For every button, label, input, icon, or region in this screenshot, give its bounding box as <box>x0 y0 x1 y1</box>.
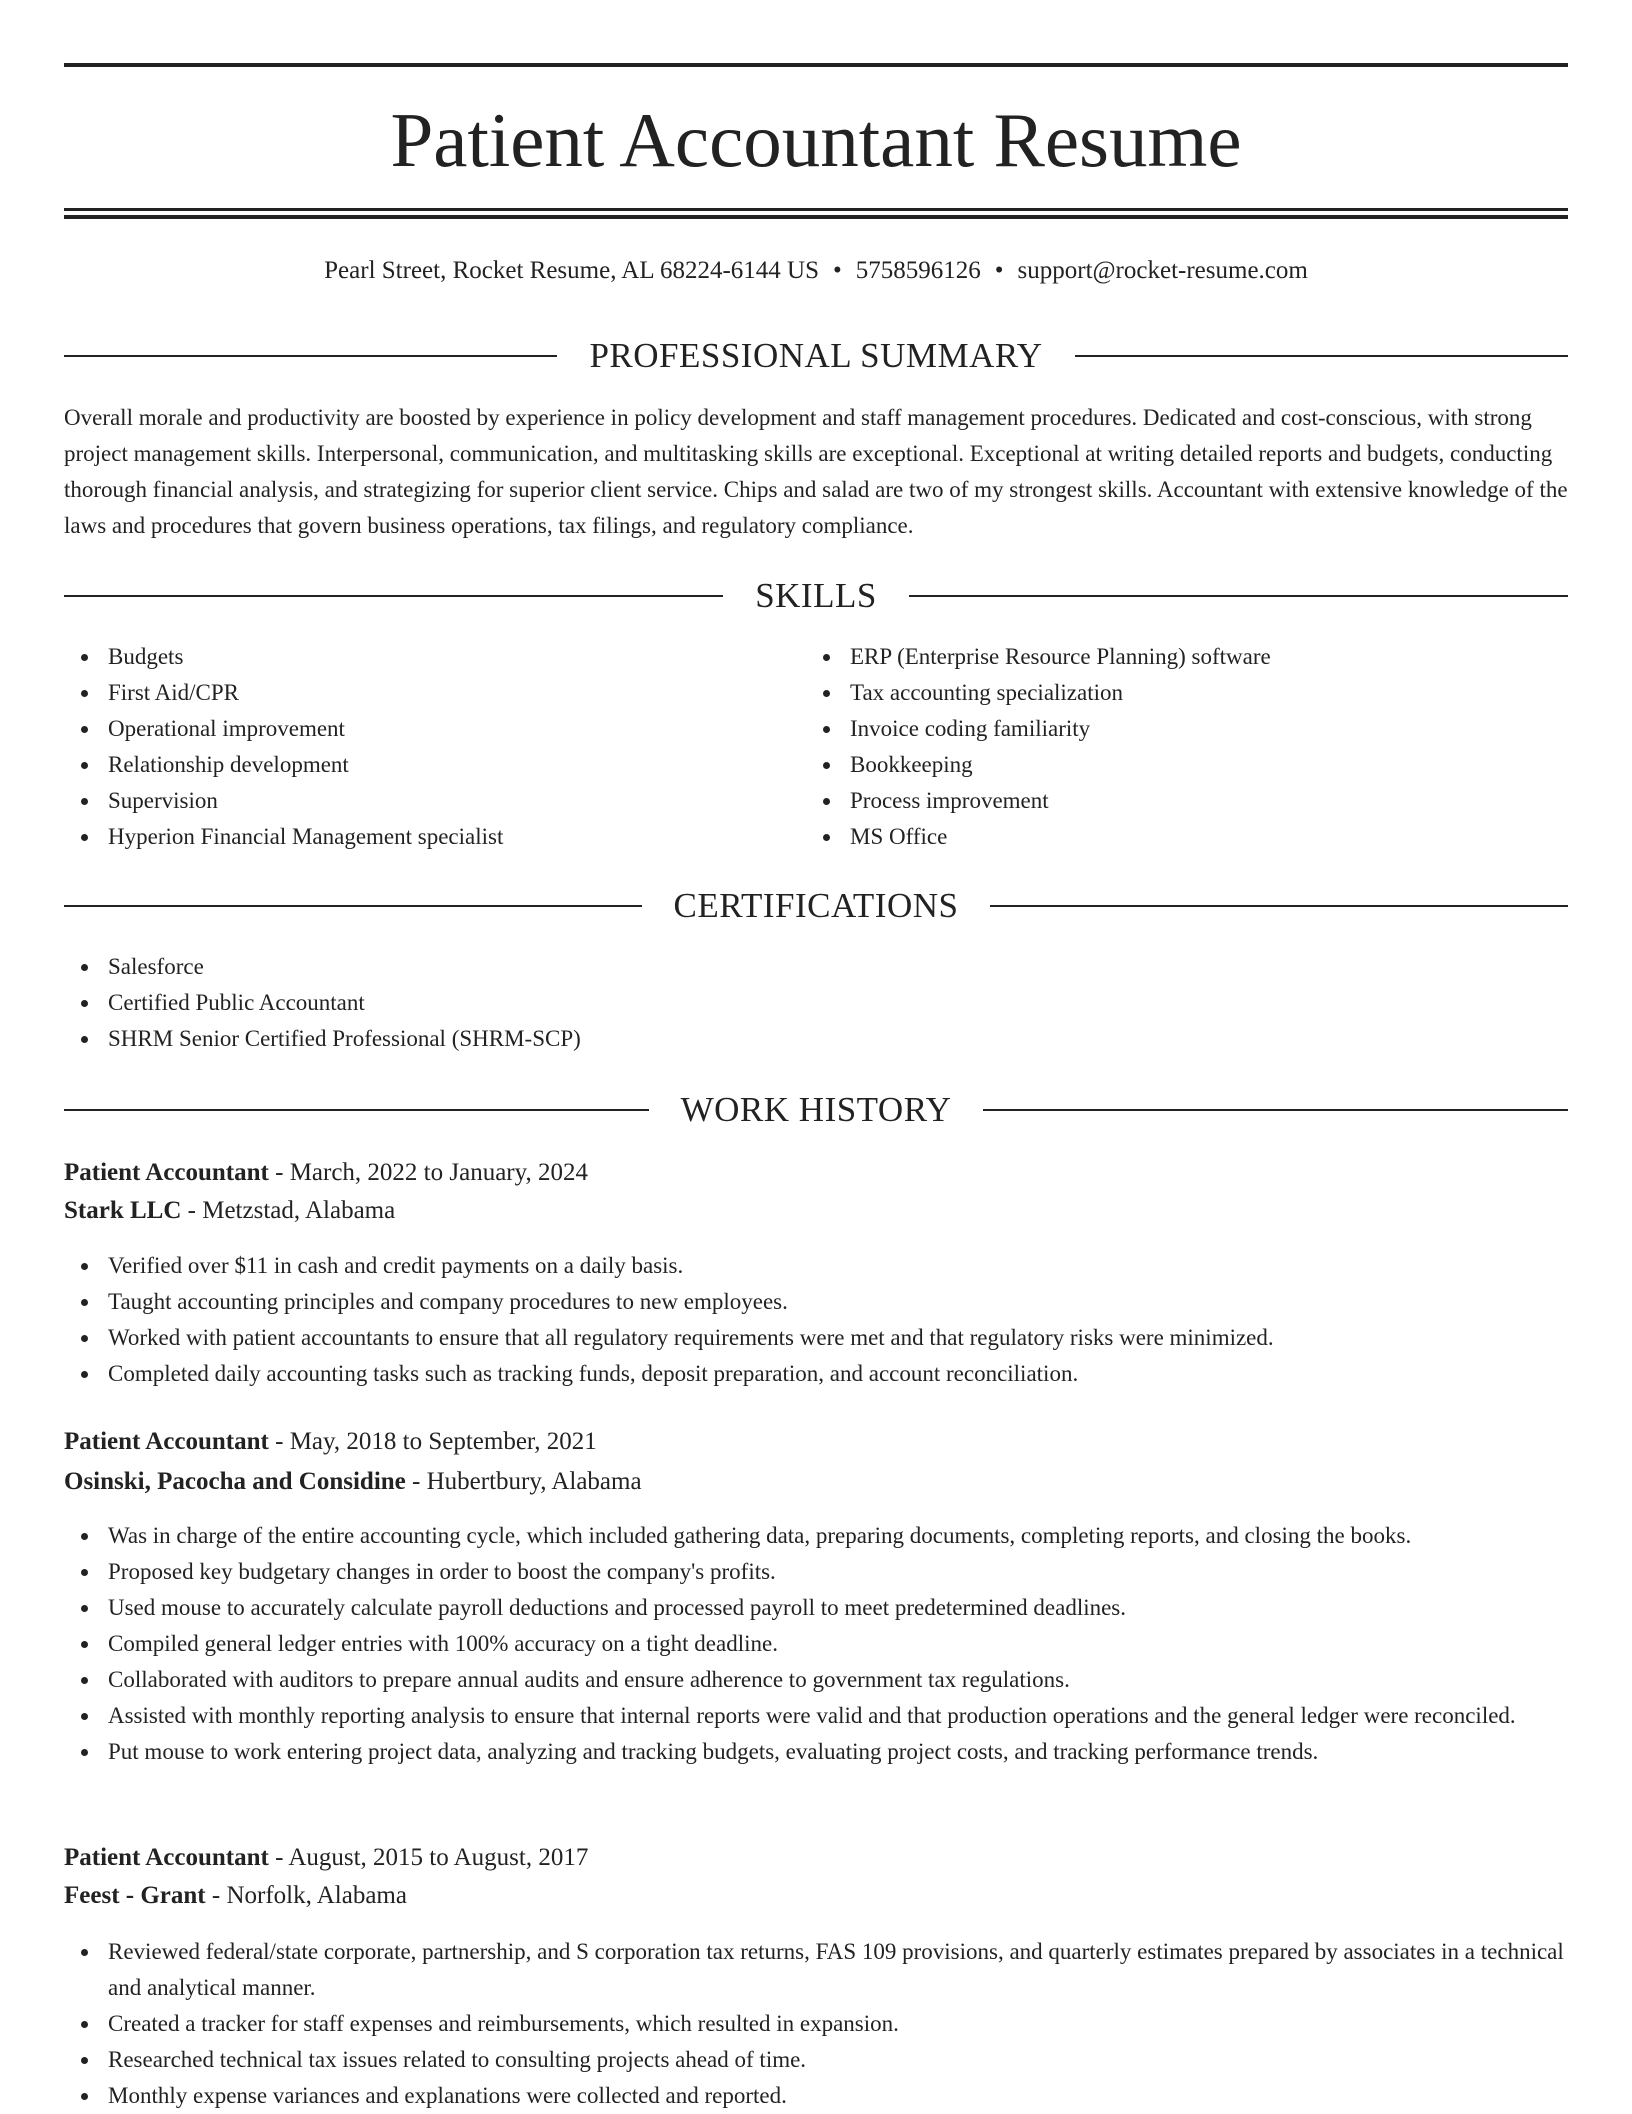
job-title-line: Patient Accountant - March, 2022 to January, 2024 <box>64 1159 589 1186</box>
heading-rule <box>64 905 642 907</box>
job-bullet: Assisted with monthly reporting analysis to ensure that internal reports were valid and that production operations and the general ledger were reconciled. <box>64 1698 1568 1734</box>
skill-item: Bookkeeping <box>806 747 1566 783</box>
section-heading-skills <box>64 574 1568 618</box>
job-bullets <box>64 1248 1568 1392</box>
job-dates: May, 2018 to September, 2021 <box>289 1428 597 1455</box>
certifications-list <box>64 949 1568 1057</box>
job-bullet: Compiled general ledger entries with 100% accuracy on a tight deadline. <box>64 1626 1568 1662</box>
job-company: Osinski, Pacocha and Considine <box>64 1468 406 1495</box>
job-bullets <box>64 1518 1568 1770</box>
job-title-line: Patient Accountant - May, 2018 to September, 2021 <box>64 1428 597 1455</box>
skills-list-left <box>64 639 804 855</box>
heading-rule <box>1075 355 1568 357</box>
skill-item: MS Office <box>806 819 1566 855</box>
job-title: Patient Accountant <box>64 1428 269 1455</box>
job-location: Norfolk, Alabama <box>226 1882 407 1909</box>
heading-rule <box>983 1109 1568 1111</box>
skill-item: Budgets <box>64 639 804 675</box>
title-double-rule <box>64 208 1568 220</box>
double-rule-line <box>64 208 1568 211</box>
skill-item: Supervision <box>64 783 804 819</box>
skill-item: Operational improvement <box>64 711 804 747</box>
job-bullet: Monthly expense variances and explanations were collected and reported. <box>64 2078 1568 2114</box>
contact-phone: 5758596126 <box>855 257 981 284</box>
job-company-line: Osinski, Pacocha and Considine - Hubertbury, Alabama <box>64 1468 642 1495</box>
section-heading-label: PROFESSIONAL SUMMARY <box>589 336 1043 375</box>
resume-title: Patient Accountant Resume <box>390 97 1242 183</box>
job-bullets <box>64 1934 1568 2114</box>
contact-line <box>64 254 1568 288</box>
heading-rule <box>909 595 1568 597</box>
skill-item: ERP (Enterprise Resource Planning) software <box>806 639 1566 675</box>
certification-item: SHRM Senior Certified Professional (SHRM-SCP) <box>64 1021 1568 1057</box>
skill-item: Relationship development <box>64 747 804 783</box>
contact-email: support@rocket-resume.com <box>1017 257 1308 284</box>
skill-item: First Aid/CPR <box>64 675 804 711</box>
job-bullet: Was in charge of the entire accounting cycle, which included gathering data, preparing documents, completing reports, and closing the books. <box>64 1518 1568 1554</box>
section-heading-certifications <box>64 884 1568 928</box>
certification-item: Certified Public Accountant <box>64 985 1568 1021</box>
double-rule-line <box>64 215 1568 219</box>
job-company-line: Stark LLC - Metzstad, Alabama <box>64 1197 396 1224</box>
job-bullet: Put mouse to work entering project data, analyzing and tracking budgets, evaluating project costs, and tracking performance trends. <box>64 1734 1568 1770</box>
skill-item: Invoice coding familiarity <box>806 711 1566 747</box>
top-rule <box>64 63 1568 67</box>
job-bullet: Created a tracker for staff expenses and reimbursements, which resulted in expansion. <box>64 2006 1568 2042</box>
job-dates: March, 2022 to January, 2024 <box>289 1159 589 1186</box>
summary-text: Overall morale and productivity are boosted by experience in policy development and staff management procedures. Dedicated and cost-conscious, with strong project management skills. Interpersonal, communication, and multitasking skills are exceptional. Exceptional at writing detailed reports and budgets, conducting thorough financial analysis, and strategizing for superior client service. Chips and salad are two of my strongest skills. Accountant with extensive knowledge of the laws and procedures that govern business operations, tax filings, and regulatory compliance. <box>64 405 1568 538</box>
job-bullet: Proposed key budgetary changes in order to boost the company's profits. <box>64 1554 1568 1590</box>
heading-rule <box>64 595 723 597</box>
heading-rule <box>64 355 557 357</box>
job-title: Patient Accountant <box>64 1844 269 1871</box>
job-bullet: Collaborated with auditors to prepare annual audits and ensure adherence to government tax regulations. <box>64 1662 1568 1698</box>
skill-item: Process improvement <box>806 783 1566 819</box>
heading-rule <box>64 1109 649 1111</box>
job-company: Feest - Grant <box>64 1882 206 1909</box>
job-bullet: Researched technical tax issues related to consulting projects ahead of time. <box>64 2042 1568 2078</box>
job-company-line: Feest - Grant - Norfolk, Alabama <box>64 1882 407 1909</box>
job-title: Patient Accountant <box>64 1159 269 1186</box>
heading-rule <box>990 905 1568 907</box>
section-heading-summary <box>64 334 1568 378</box>
skills-list-right <box>806 639 1566 855</box>
job-bullet: Verified over $11 in cash and credit payments on a daily basis. <box>64 1248 1568 1284</box>
contact-separator: • <box>994 257 1004 284</box>
certification-item: Salesforce <box>64 949 1568 985</box>
contact-separator: • <box>833 257 842 284</box>
job-bullet: Completed daily accounting tasks such as tracking funds, deposit preparation, and account reconciliation. <box>64 1356 1568 1392</box>
job-bullet: Reviewed federal/state corporate, partnership, and S corporation tax returns, FAS 109 provisions, and quarterly estimates prepared by associates in a technical and analytical manner. <box>64 1934 1568 2006</box>
job-bullet: Taught accounting principles and company procedures to new employees. <box>64 1284 1568 1320</box>
job-location: Metzstad, Alabama <box>202 1197 396 1224</box>
job-location: Hubertbury, Alabama <box>426 1468 642 1495</box>
job-bullet: Used mouse to accurately calculate payroll deductions and processed payroll to meet predetermined deadlines. <box>64 1590 1568 1626</box>
section-heading-label: WORK HISTORY <box>680 1090 952 1129</box>
job-dates: August, 2015 to August, 2017 <box>288 1844 589 1871</box>
section-heading-label: CERTIFICATIONS <box>673 886 959 925</box>
contact-address: Pearl Street, Rocket Resume, AL 68224-6144 US <box>324 257 819 284</box>
section-heading-work-history <box>64 1088 1568 1132</box>
job-title-line: Patient Accountant - August, 2015 to August, 2017 <box>64 1844 589 1871</box>
job-company: Stark LLC <box>64 1197 182 1224</box>
section-heading-label: SKILLS <box>755 576 877 615</box>
skill-item: Tax accounting specialization <box>806 675 1566 711</box>
job-bullet: Worked with patient accountants to ensure that all regulatory requirements were met and that regulatory risks were minimized. <box>64 1320 1568 1356</box>
skill-item: Hyperion Financial Management specialist <box>64 819 804 855</box>
